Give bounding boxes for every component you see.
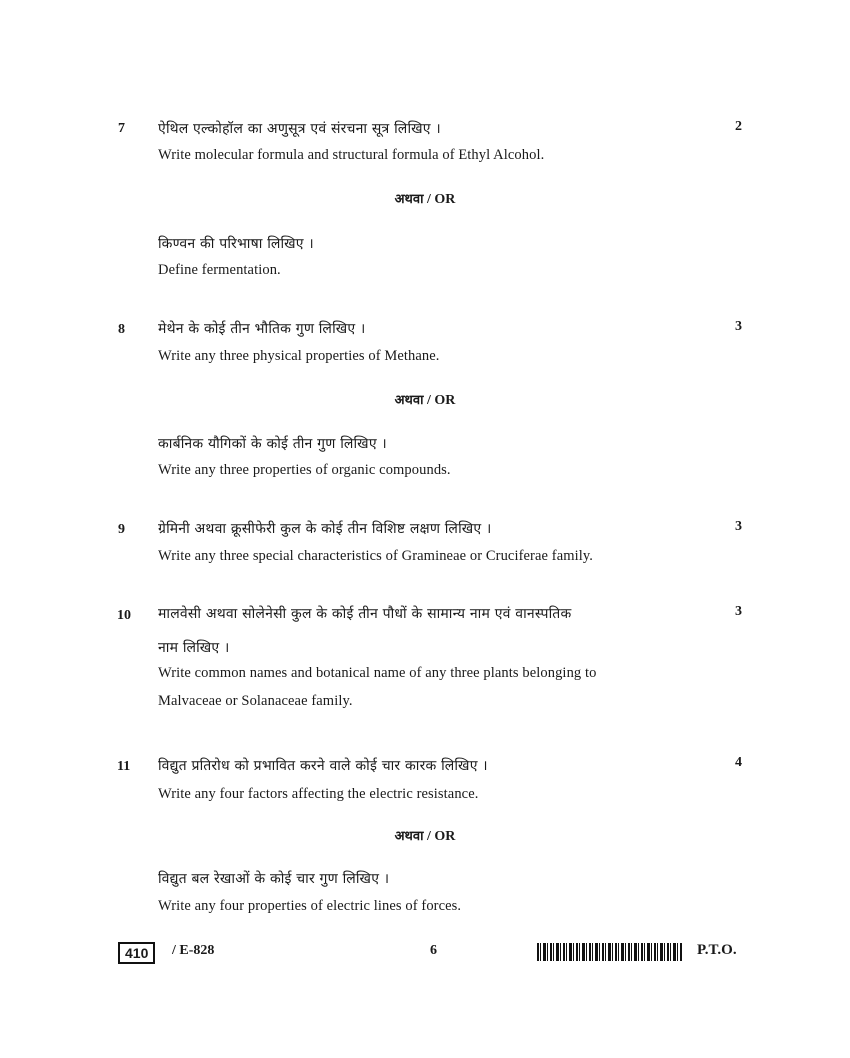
or-divider [0,189,850,208]
question-marks: 3 [735,519,742,534]
or-divider [0,390,850,409]
question-text-english-line2: Malvaceae or Solanaceae family. [158,693,353,709]
question-text-hindi-line2: नाम लिखिए । [158,640,230,656]
question-text-english: Write molecular formula and structural formula of Ethyl Alcohol. [158,147,545,163]
alternative-text-hindi: विद्युत बल रेखाओं के कोई चार गुण लिखिए । [158,871,390,887]
question-text-hindi: विद्युत प्रतिरोध को प्रभावित करने वाले कोई चार कारक लिखिए । [158,758,488,774]
or-hindi: अथवा [394,393,424,408]
question-text-english-line1: Write common names and botanical name of any three plants belonging to [158,665,597,681]
alternative-text-english: Write any three properties of organic compounds. [158,462,451,478]
or-divider [0,826,850,845]
question-marks: 3 [735,604,742,619]
or-hindi: अथवा [394,829,424,844]
barcode [537,943,683,961]
question-number: 7 [118,121,125,136]
question-number: 8 [118,322,125,337]
question-text-hindi: मेथेन के कोई तीन भौतिक गुण लिखिए । [158,321,366,337]
question-number: 10 [117,608,131,623]
subject-code-box: 410 [118,942,155,964]
or-hindi: अथवा [394,192,424,207]
alternative-text-english: Define fermentation. [158,262,281,278]
or-english: / OR [426,393,456,408]
alternative-text-hindi: किण्वन की परिभाषा लिखिए । [158,236,314,252]
question-number: 9 [118,522,125,537]
page-number: 6 [430,943,437,958]
question-text-english: Write any three special characteristics of Gramineae or Cruciferae family. [158,548,594,564]
page-footer [0,940,850,968]
question-marks: 4 [735,755,742,770]
question-text-english: Write any three physical properties of Methane. [158,348,440,364]
alternative-text-hindi: कार्बनिक यौगिकों के कोई तीन गुण लिखिए । [158,436,387,452]
alternative-text-english: Write any four properties of electric lines of forces. [158,898,462,914]
question-marks: 2 [735,119,742,134]
question-text-hindi-line1: मालवेसी अथवा सोलेनेसी कुल के कोई तीन पौधों के सामान्य नाम एवं वानस्पतिक [158,606,572,622]
question-text-hindi: ऐथिल एल्कोहॉल का अणुसूत्र एवं संरचना सूत्र लिखिए । [158,121,441,137]
or-english: / OR [426,829,456,844]
question-text-english: Write any four factors affecting the electric resistance. [158,786,479,802]
question-text-hindi: ग्रेमिनी अथवा क्रूसीफेरी कुल के कोई तीन विशिष्ट लक्षण लिखिए । [158,521,492,537]
paper-code: / E-828 [172,943,215,958]
pto-label: P.T.O. [697,942,737,958]
or-english: / OR [426,192,456,207]
question-number: 11 [117,759,131,774]
question-marks: 3 [735,319,742,334]
